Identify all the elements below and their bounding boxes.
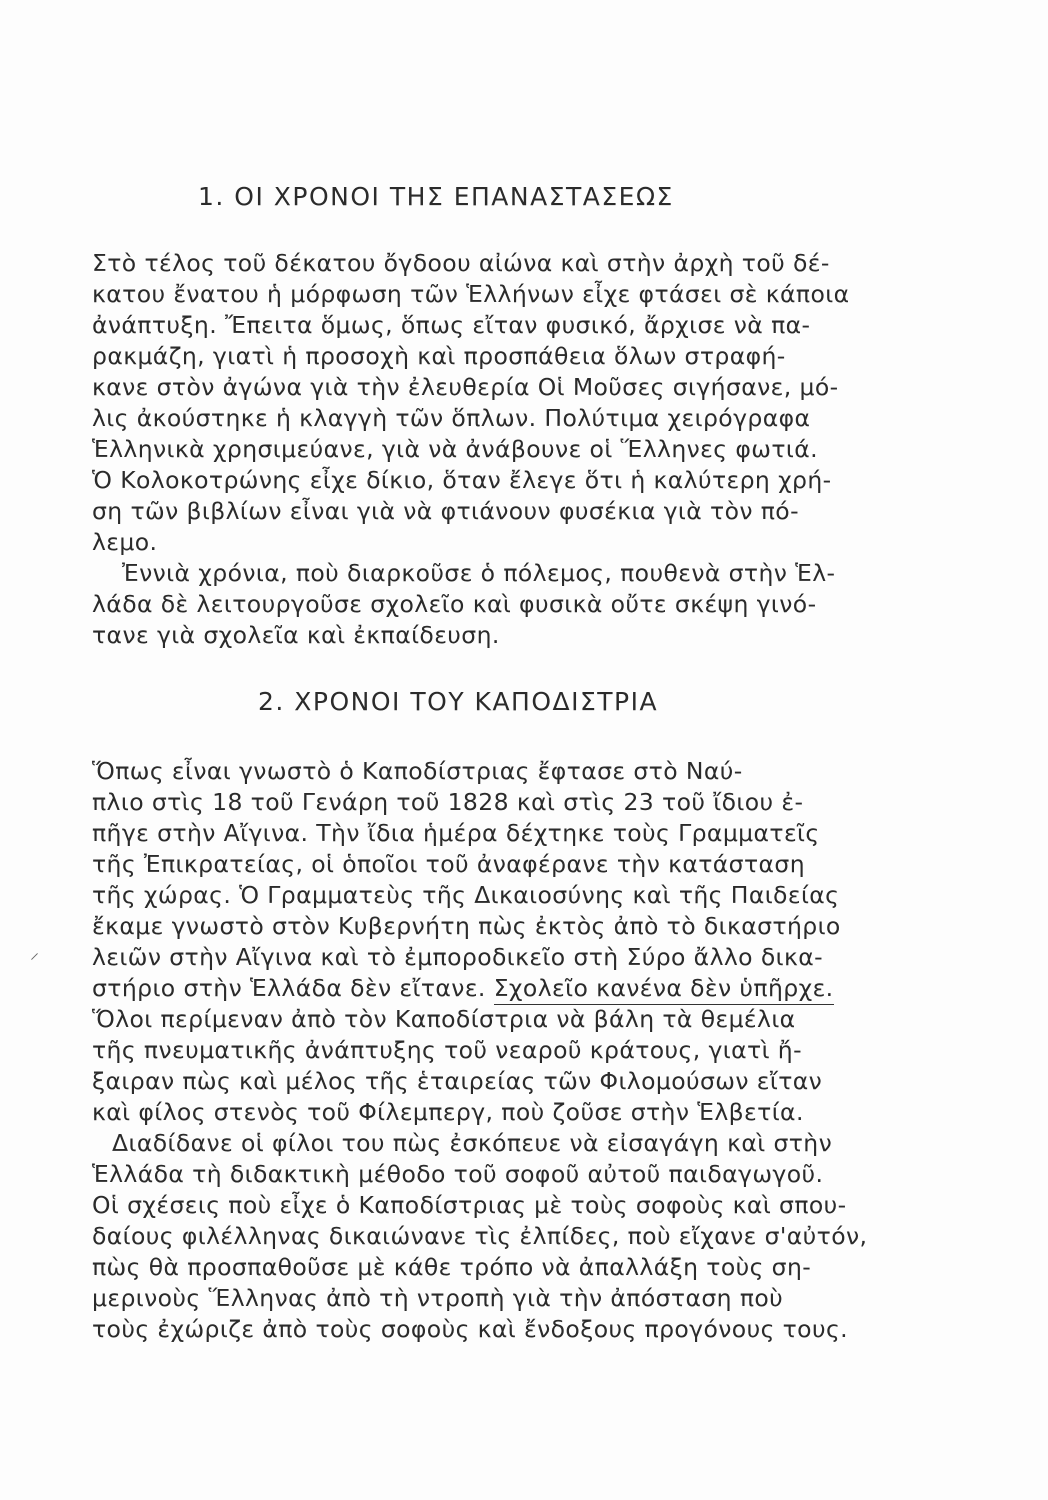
text-line: λεμο.: [92, 528, 158, 556]
text-line: [92, 974, 834, 1002]
text-line: μερινοὺς Ἕλληνας ἀπὸ τὴ ντροπὴ γιὰ τὴν ἀπόσταση ποὺ: [92, 1284, 784, 1312]
text-line: Ὅλοι περίμεναν ἀπὸ τὸν Καποδίστρια νὰ βάλη τὰ θεμέλια: [92, 1005, 796, 1033]
text-line: πῆγε στὴν Αἴγινα. Τὴν ἴδια ἡμέρα δέχτηκε τοὺς Γραμματεῖς: [92, 819, 820, 847]
text-line: ση τῶν βιβλίων εἶναι γιὰ νὰ φτιάνουν φυσέκια γιὰ τὸν πό-: [92, 497, 799, 525]
text-line: λάδα δὲ λειτουργοῦσε σχολεῖο καὶ φυσικὰ οὔτε σκέψη γινό-: [92, 590, 817, 618]
text-line: Ἑλληνικὰ χρησιμεύανε, γιὰ νὰ ἀνάβουνε οἱ Ἕλληνες φωτιά.: [92, 435, 818, 463]
text-line: κανε στὸν ἀγώνα γιὰ τὴν ἐλευθερία Οἱ Μοῦσες σιγήσανε, μό-: [92, 373, 839, 401]
margin-mark: ⸍: [30, 950, 39, 971]
section-heading-2: 2. ΧΡΟΝΟΙ ΤΟΥ ΚΑΠΟΔΙΣΤΡΙΑ: [258, 687, 659, 716]
text-line: Διαδίδανε οἱ φίλοι του πὼς ἐσκόπευε νὰ εἰσαγάγη καὶ στὴν: [112, 1129, 833, 1157]
text-line: ξαιραν πὼς καὶ μέλος τῆς ἑταιρείας τῶν Φιλομούσων εἴταν: [92, 1067, 823, 1095]
text-line: τῆς Ἐπικρατείας, οἱ ὁποῖοι τοῦ ἀναφέρανε τὴν κατάσταση: [92, 850, 806, 878]
text-line: κατου ἔνατου ἡ μόρφωση τῶν Ἑλλήνων εἶχε φτάσει σὲ κάποια: [92, 280, 850, 308]
text-line: Στὸ τέλος τοῦ δέκατου ὄγδοου αἰώνα καὶ στὴν ἀρχὴ τοῦ δέ-: [92, 249, 830, 277]
underlined-phrase: Σχολεῖο κανένα δὲν ὑπῆρχε.: [494, 974, 834, 1005]
text-line: πὼς θὰ προσπαθοῦσε μὲ κάθε τρόπο νὰ ἀπαλλάξη τοὺς ση-: [92, 1253, 812, 1281]
text-line: Ὅπως εἶναι γνωστὸ ὁ Καποδίστριας ἔφτασε στὸ Ναύ-: [92, 757, 743, 785]
text-line: λειῶν στὴν Αἴγινα καὶ τὸ ἐμποροδικεῖο στὴ Σύρο ἄλλο δικα-: [92, 943, 823, 971]
text-line: Οἱ σχέσεις ποὺ εἶχε ὁ Καποδίστριας μὲ τοὺς σοφοὺς καὶ σπου-: [92, 1191, 847, 1219]
text-line: ἀνάπτυξη. Ἔπειτα ὅμως, ὅπως εἴταν φυσικό, ἄρχισε νὰ πα-: [92, 311, 811, 339]
text-line: πλιο στὶς 18 τοῦ Γενάρη τοῦ 1828 καὶ στὶς 23 τοῦ ἴδιου ἐ-: [92, 788, 804, 816]
text-line: ρακμάζη, γιατὶ ἡ προσοχὴ καὶ προσπάθεια ὅλων στραφή-: [92, 342, 786, 370]
text-line: λις ἀκούστηκε ἡ κλαγγὴ τῶν ὅπλων. Πολύτιμα χειρόγραφα: [92, 404, 811, 432]
text-line: Ὁ Κολοκοτρώνης εἶχε δίκιο, ὅταν ἔλεγε ὅτι ἡ καλύτερη χρή-: [92, 466, 832, 494]
text-line: τοὺς ἐχώριζε ἀπὸ τοὺς σοφοὺς καὶ ἔνδοξους προγόνους τους.: [92, 1315, 849, 1343]
text-line: Ἐννιὰ χρόνια, ποὺ διαρκοῦσε ὁ πόλεμος, πουθενὰ στὴν Ἑλ-: [122, 559, 836, 587]
text-line: καὶ φίλος στενὸς τοῦ Φίλεμπεργ, ποὺ ζοῦσε στὴν Ἑλβετία.: [92, 1098, 804, 1126]
section-heading-1: 1. ΟΙ ΧΡΟΝΟΙ ΤΗΣ ΕΠΑΝΑΣΤΑΣΕΩΣ: [198, 182, 674, 211]
text-line: τῆς χώρας. Ὁ Γραμματεὺς τῆς Δικαιοσύνης καὶ τῆς Παιδείας: [92, 881, 840, 909]
line-text: στήριο στὴν Ἑλλάδα δὲν εἴτανε.: [92, 974, 486, 1002]
text-line: τῆς πνευματικῆς ἀνάπτυξης τοῦ νεαροῦ κράτους, γιατὶ ἤ-: [92, 1036, 802, 1064]
text-line: τανε γιὰ σχολεῖα καὶ ἐκπαίδευση.: [92, 621, 500, 649]
text-line: δαίους φιλέλληνας δικαιώνανε τὶς ἐλπίδες, ποὺ εἴχανε σ'αὐτόν,: [92, 1222, 868, 1250]
text-line: Ἑλλάδα τὴ διδακτικὴ μέθοδο τοῦ σοφοῦ αὐτοῦ παιδαγωγοῦ.: [92, 1160, 824, 1188]
text-line: ἔκαμε γνωστὸ στὸν Κυβερνήτη πὼς ἐκτὸς ἀπὸ τὸ δικαστήριο: [92, 912, 841, 940]
